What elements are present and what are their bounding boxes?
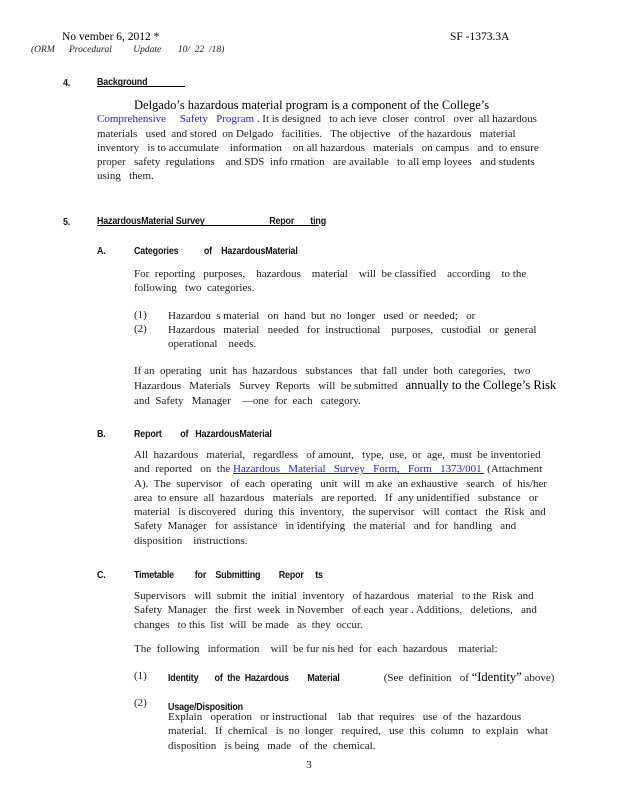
text-line: following two categories. [134,282,255,295]
text-segment: (Attachment [484,463,543,476]
category-1-text [168,309,578,323]
section-5-number-label: 5. [63,216,71,228]
category-2-number: (2) [134,323,147,335]
text-line: All hazardous material, regardless of amount, type, use, or age, must be inventoried [134,449,541,461]
item-a-letter-label: A. [97,245,106,257]
hazardous-material-survey-form-link[interactable]: Hazardous Material Survey Form, Form 1373/001 [232,463,485,476]
section-4-title [97,72,185,87]
report-paragraph [134,448,586,548]
text-line: materials used and stored on Delgado facilities. The objective of the hazardous material [97,127,516,140]
text-line: For reporting purposes, hazardous material will be classified according to the [134,268,527,280]
text-line: operational needs. [168,338,257,351]
item-c-title [134,565,356,583]
text-line: changes to this list will be made as they occur. [134,618,363,631]
item-b-title [134,424,296,442]
item-c-letter-label: C. [97,569,106,581]
section-5-title-label: HazardousMaterial Survey Repor ting [97,215,326,227]
info-item-1-number: (1) [134,670,147,682]
background-paragraph [97,98,575,184]
item-a-letter [97,241,107,259]
following-info-paragraph [134,642,586,656]
text-segment: above) [521,672,555,684]
text-line: area to ensure all hazardous materials are reported. If any unidentified substance or [134,491,539,504]
text-line: Explain operation or instructional lab that requires use of the hazardous [168,711,522,723]
info-item-1-text [168,670,588,685]
both-categories-paragraph [134,364,586,408]
text-line: inventory is to accumulate information on all hazardous materials on campus and to ensure [97,141,539,154]
info-item-2-text [168,710,588,753]
page-number: 3 [306,759,312,771]
text-line: disposition instructions. [134,534,248,547]
text-line: using them. [97,170,154,183]
item-c-letter [97,565,107,583]
text-segment: (See definition of [369,672,472,684]
text-line: Safety Manager the first week in November of each year . Additions, deletions, and [134,604,537,617]
text-line: If an operating unit has hazardous substances that fall under both categories, two [134,365,531,377]
revision-text-segment: “Identity” [471,670,522,684]
item-a-title [134,241,327,259]
text-line: Supervisors will submit the initial inventory of hazardous material to the Risk and [134,590,534,602]
text-line: Hazardous material needed for instructional purposes, custodial or general [168,324,537,336]
timetable-paragraph [134,589,586,632]
text-line [134,462,586,476]
item-b-letter [97,424,107,442]
item-a-title-label: Categories of HazardousMaterial [134,245,298,257]
text-line: material. If chemical is no longer required, use this column to explain what [168,725,549,738]
section-5-number [63,212,71,230]
text-line: and Safety Manager —one for each category. [134,394,361,407]
category-2-text [168,323,578,352]
text-line: Hazardou s material on hand but no longer used or needed; or [168,310,476,322]
header-orm-update-note: (ORM Procedural Update 10/ 22 /18) [31,45,225,55]
text-segment: and reported on the [134,463,233,476]
text-line [134,378,586,393]
categories-intro-paragraph [134,267,574,296]
category-1-number: (1) [134,309,147,321]
revision-text-segment: annually to the College’s Risk [405,378,557,393]
text-line: A). The supervisor of each operating unit will m ake an exhaustive search of his/her [134,477,548,490]
section-5-title [97,211,326,227]
text-line: The following information will be fur nis hed for each hazardous material: [134,643,498,655]
comprehensive-safety-program-link[interactable]: Comprehensive Safety Program [97,113,255,126]
usage-disposition-heading-label: Usage/Disposition [168,701,243,713]
section-4-number-label: 4. [63,77,71,89]
text-line [97,112,575,126]
identity-heading: Identity of the Hazardous Material [168,672,340,684]
header-form-number: SF -1373.3A [450,31,510,43]
text-segment: . It is designed to ach ieve closer control over all hazardous [254,113,537,126]
section-4-number [63,73,71,91]
section-4-title-label: Background [97,76,148,88]
item-b-title-label: Report of HazardousMaterial [134,428,272,440]
text-line: material is discovered during this inventory, the supervisor will contact the Risk and [134,506,546,519]
item-c-title-label: Timetable for Submitting Repor ts [134,569,323,581]
text-line: disposition is being made of the chemical. [168,739,376,752]
text-line: Delgado’s hazardous material program is a component of the College’s [134,98,490,112]
item-b-letter-label: B. [97,428,106,440]
text-line: proper safety regulations and SDS info rmation are available to all emp loyees and students [97,156,535,169]
text-line: Safety Manager for assistance in identifying the material and for handling and [134,520,517,533]
text-segment: Hazardous Materials Survey Reports will be submitted [134,380,406,393]
header-date: No vember 6, 2012 * [62,31,160,43]
info-item-2-number: (2) [134,697,147,709]
